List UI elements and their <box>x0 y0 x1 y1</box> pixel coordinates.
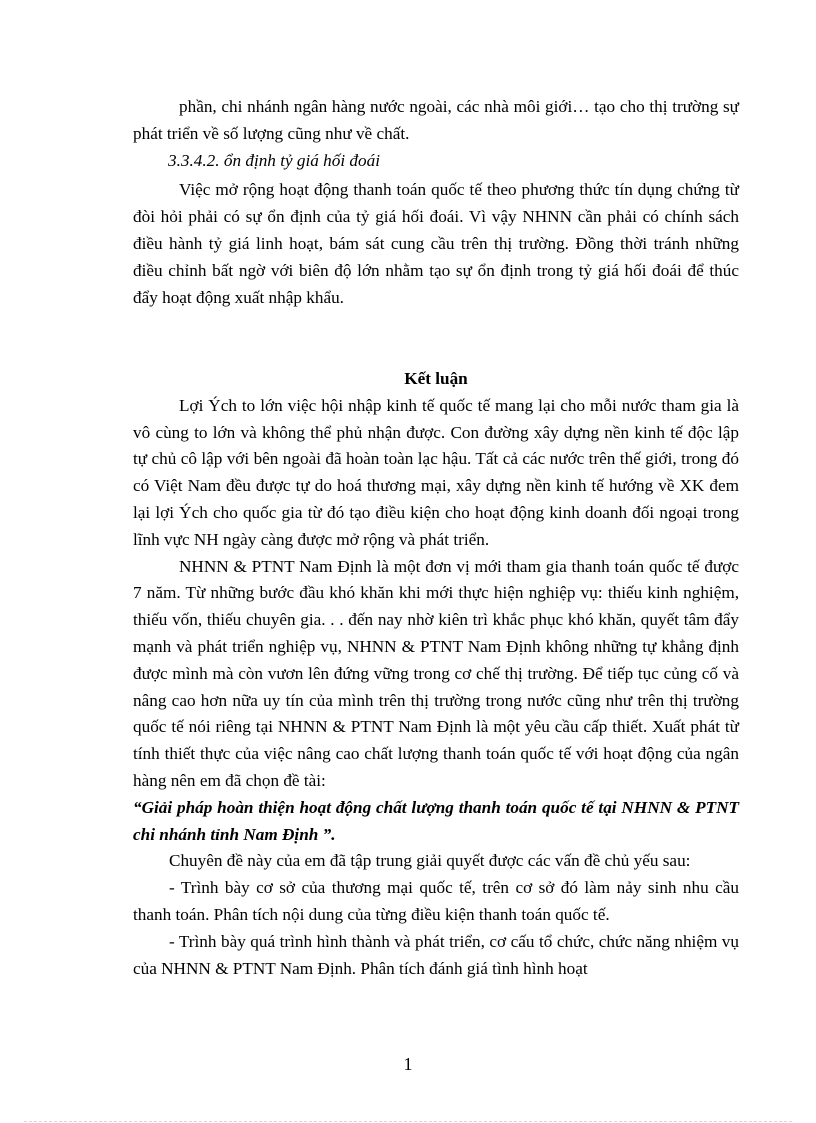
continuation-paragraph: phần, chi nhánh ngân hàng nước ngoài, các nhà môi giới… tạo cho thị trường sự phát triển về số lượng cũng như về chất. <box>133 97 739 143</box>
subsection-paragraph: Việc mở rộng hoạt động thanh toán quốc tế theo phương thức tín dụng chứng từ đòi hỏi phải có sự ổn định của tỷ giá hối đoái. Vì vậy NHNN cần phải có chính sách điều hành tỷ giá linh hoạt, bám sát cung cầu trên thị trường. Đồng thời tránh những điều chỉnh bất ngờ với biên độ lớn nhằm tạo sự ổn định trong tỷ giá hối đoái để thúc đẩy hoạt động xuất nhập khẩu. <box>133 180 739 307</box>
bullet-item-1: - Trình bày cơ sở của thương mại quốc tế, trên cơ sở đó làm nảy sinh nhu cầu thanh toán. Phân tích nội dung của từng điều kiện thanh toán quốc tế. <box>133 878 739 924</box>
conclusion-heading: Kết luận <box>404 369 468 388</box>
bullet-item-2: - Trình bày quá trình hình thành và phát triển, cơ cấu tổ chức, chức năng nhiệm vụ của NHNN & PTNT Nam Định. Phân tích đánh giá tình hình hoạt <box>133 931 739 978</box>
body-text <box>133 94 739 311</box>
topic-title: “Giải pháp hoàn thiện hoạt động chất lượng thanh toán quốc tế tại NHNN & PTNT chi nhánh tỉnh Nam Định ”. <box>133 797 739 844</box>
subsection-heading: 3.3.4.2. ổn định tỷ giá hối đoái <box>168 150 380 170</box>
page-number: 1 <box>403 1054 413 1074</box>
conclusion-section <box>133 366 739 982</box>
page-bottom-rule <box>24 1121 792 1122</box>
intro-issues: Chuyên đề này của em đã tập trung giải quyết được các vấn đề chủ yếu sau: <box>169 851 691 871</box>
conclusion-paragraph-1: Lợi Ých to lớn việc hội nhập kinh tế quốc tế mang lại cho mỗi nước tham gia là vô cùng to lớn và không thể phủ nhận được. Con đường xây dựng nền kinh tế độc lập tự chủ cô lập với bên ngoài đã hoàn toàn lạc hậu. Tất cả các nước trên thế giới, trong đó có Việt Nam đều được tự do hoá thương mại, xây dựng nền kinh tế hướng về XK đem lại lợi Ých cho quốc gia từ đó tạo điều kiện cho hoạt động kinh doanh đối ngoại trong lĩnh vực NH ngày càng được mở rộng và phát triển. <box>133 395 739 549</box>
conclusion-paragraph-2: NHNN & PTNT Nam Định là một đơn vị mới tham gia thanh toán quốc tế được 7 năm. Từ những bước đầu khó khăn khi mới thực hiện nghiệp vụ: thiếu kinh nghiệm, thiếu vốn, thiếu chuyên gia. . . đến nay nhờ kiên trì khắc phục khó khăn, quyết tâm đẩy mạnh và phát triển nghiệp vụ, NHNN & PTNT Nam Định không những tự khẳng định được mình mà còn vươn lên đứng vững trong cơ chế thị trường. Để tiếp tục củng cố và nâng cao hơn nữa uy tín của mình trên thị trường trong nước cũng như trên thị trường quốc tế nói riêng tại NHNN & PTNT Nam Định là một yêu cầu cấp thiết. Xuất phát từ tính thiết thực của việc nâng cao chất lượng thanh toán quốc tế với hoạt động của ngân hàng nên em đã chọn đề tài: <box>133 556 739 790</box>
